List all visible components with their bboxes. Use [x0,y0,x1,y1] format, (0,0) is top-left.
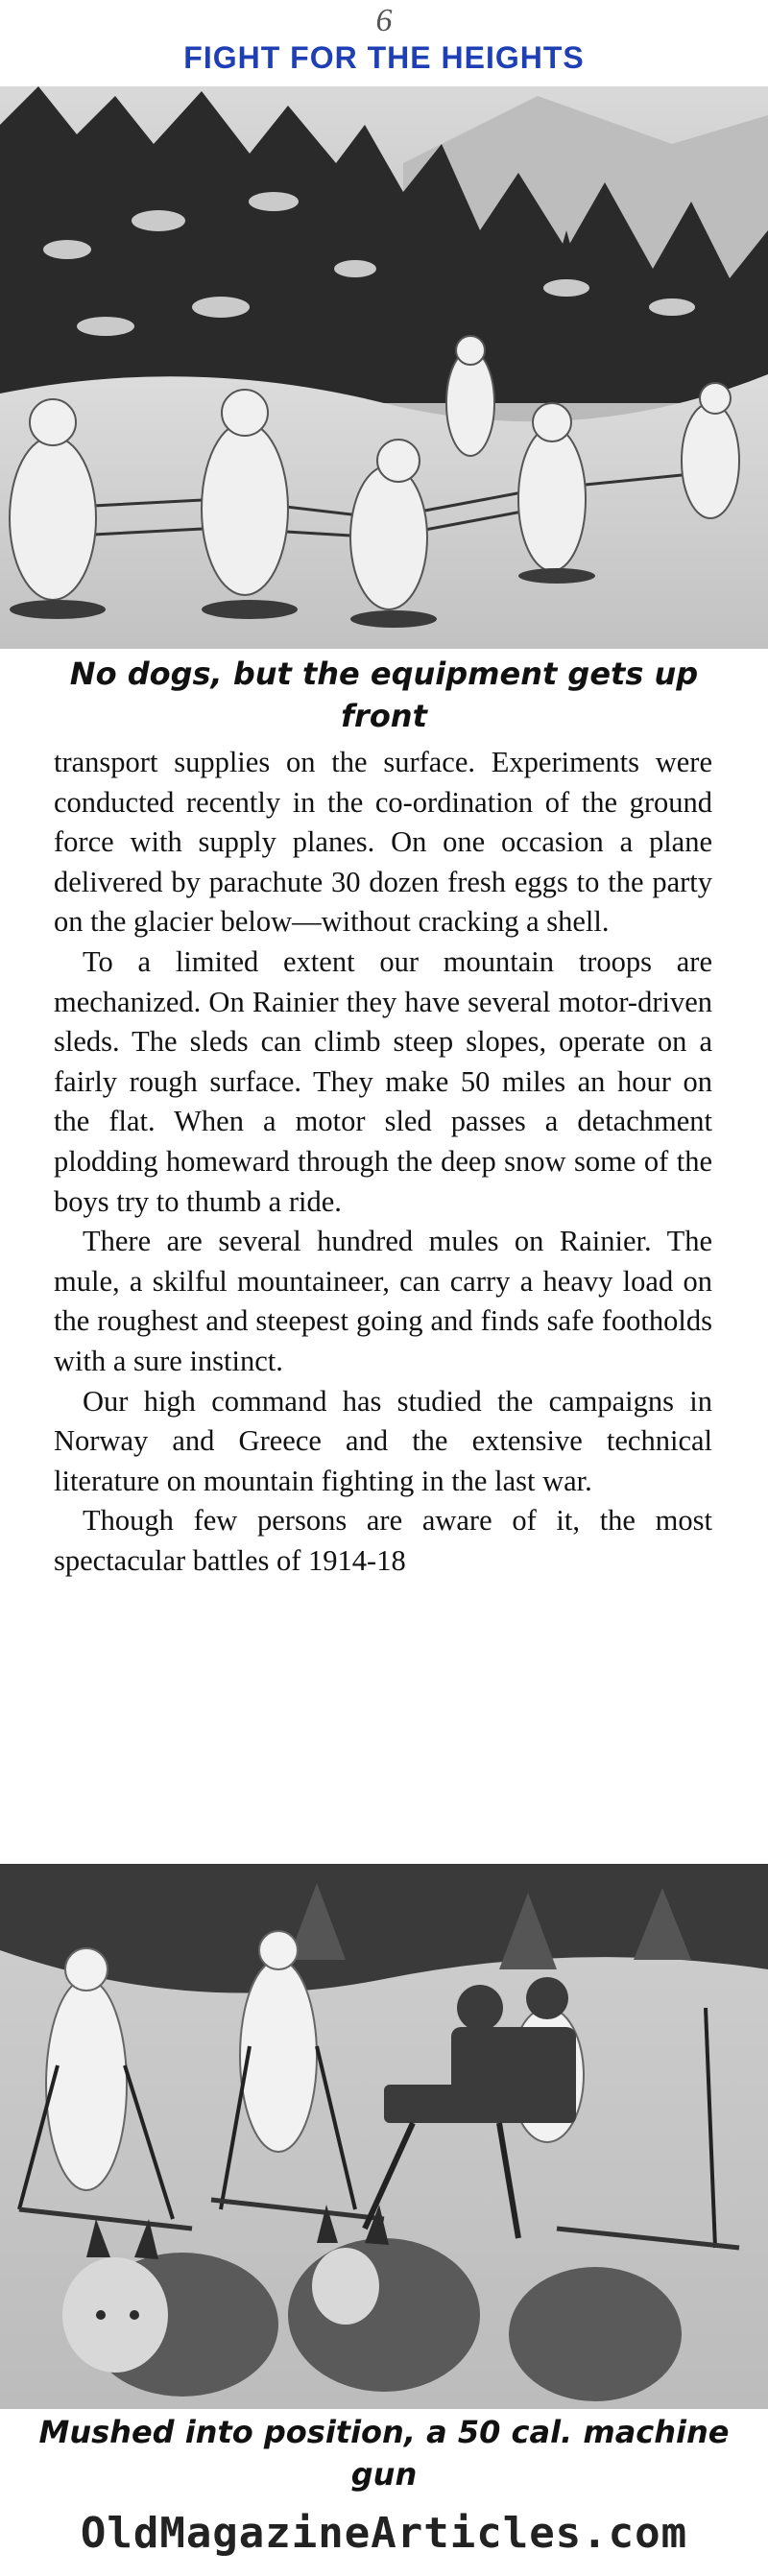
top-photo [0,86,768,649]
page-number: 6 [375,3,393,38]
article-paragraph: To a limited extent our mountain troops are mechanized. On Rainier they have several motor-driven sleds. The sleds can climb steep slopes, operate on a fairly rough surface. They make 50 miles an hour on the flat. When a motor sled passes a detachment plodding homeward through the deep snow some of the boys try to thumb a ride. [54,944,712,1218]
bottom-photo [0,1864,768,2409]
article-paragraph: There are several hundred mules on Rainier. The mule, a skilful mountaineer, can carry a heavy load on the roughest and steepest going and finds safe footholds with a sure instinct. [54,1225,712,1377]
article-paragraph: Our high command has studied the campaigns in Norway and Greece and the extensive technical literature on mountain fighting in the last war. [54,1384,712,1497]
bottom-photo-caption: Mushed into position, a 50 cal. machine gun [38,2414,730,2493]
section-title: FIGHT FOR THE HEIGHTS [183,40,585,75]
article-paragraph: Though few persons are aware of it, the most spectacular battles of 1914-18 [54,1504,712,1577]
article-body [54,743,712,1581]
site-watermark: OldMagazineArticles.com [80,2509,688,2558]
article-paragraph: transport supplies on the surface. Experiments were conducted recently in the co-ordination of the ground force with supply planes. On one occasion a plane delivered by parachute 30 dozen fresh eggs to the party on the glacier below—without cracking a shell. [54,746,712,939]
top-photo-caption: No dogs, but the equipment gets up front [69,656,699,734]
